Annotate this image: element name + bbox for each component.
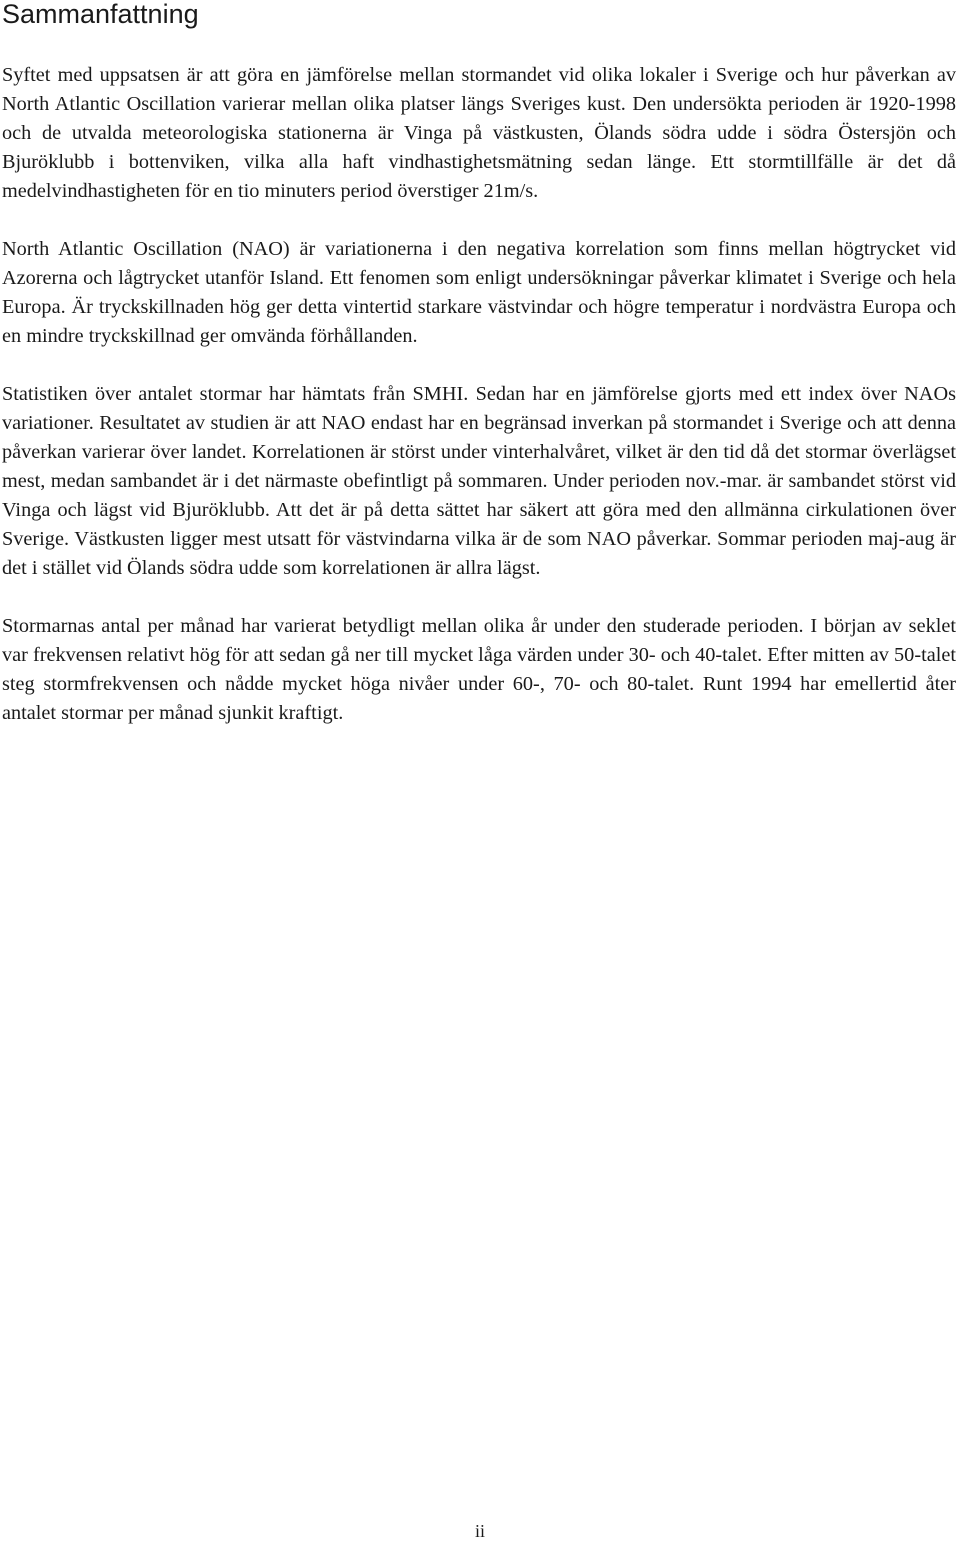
summary-body	[2, 61, 956, 757]
paragraph-results: Statistiken över antalet stormar har hämtats från SMHI. Sedan har en jämförelse gjorts med ett index över NAOs variationer. Resultatet av studien är att NAO endast har en begränsad inverkan på stormandet i Sverige och att denna påverkan varierar över landet. Korrelationen är störst under vinterhalvåret, vilket är den tid då det stormar överlägset mest, medan sambandet är i det närmaste obefintligt på sommaren. Under perioden nov.-mar. är sambandet störst vid Vinga och lägst vid Bjuröklubb. Att det är på detta sättet har säkert att göra med den allmänna cirkulationen över Sverige. Västkusten ligger mest utsatt för västvindarna vilka är de som NAO påverkar. Sommar perioden maj-aug är det i stället vid Ölands södra udde som korrelationen är allra lägst.	[2, 383, 956, 579]
paragraph-purpose: Syftet med uppsatsen är att göra en jämförelse mellan stormandet vid olika lokaler i Sverige och hur påverkan av North Atlantic Oscillation varierar mellan olika platser längs Sveriges kust. Den undersökta perioden är 1920-1998 och de utvalda meteorologiska stationerna är Vinga på västkusten, Ölands södra udde i södra Östersjön och Bjuröklubb i bottenviken, vilka alla haft vindhastighetsmätning sedan länge. Ett stormtillfälle är det då medelvindhastigheten för en tio minuters period överstiger 21m/s.	[2, 64, 956, 202]
paragraph-nao-definition: North Atlantic Oscillation (NAO) är variationerna i den negativa korrelation som finns mellan högtrycket vid Azorerna och lågtrycket utanför Island. Ett fenomen som enligt undersökningar påverkar klimatet i Sverige och hela Europa. Är tryckskillnaden hög ger detta vintertid starkare västvindar och högre temperatur i nordvästra Europa och en mindre tryckskillnad ger omvända förhållanden.	[2, 238, 956, 347]
page-number: ii	[474, 1521, 485, 1541]
paragraph-storm-frequency: Stormarnas antal per månad har varierat betydligt mellan olika år under den studerade perioden. I början av seklet var frekvensen relativt hög för att sedan gå ner till mycket låga värden under 30- och 40-talet. Efter mitten av 50-talet steg stormfrekvensen och nådde mycket höga nivåer under 60-, 70- och 80-talet. Runt 1994 har emellertid åter antalet stormar per månad sjunkit kraftigt.	[2, 615, 956, 724]
page-heading: Sammanfattning	[2, 0, 199, 29]
